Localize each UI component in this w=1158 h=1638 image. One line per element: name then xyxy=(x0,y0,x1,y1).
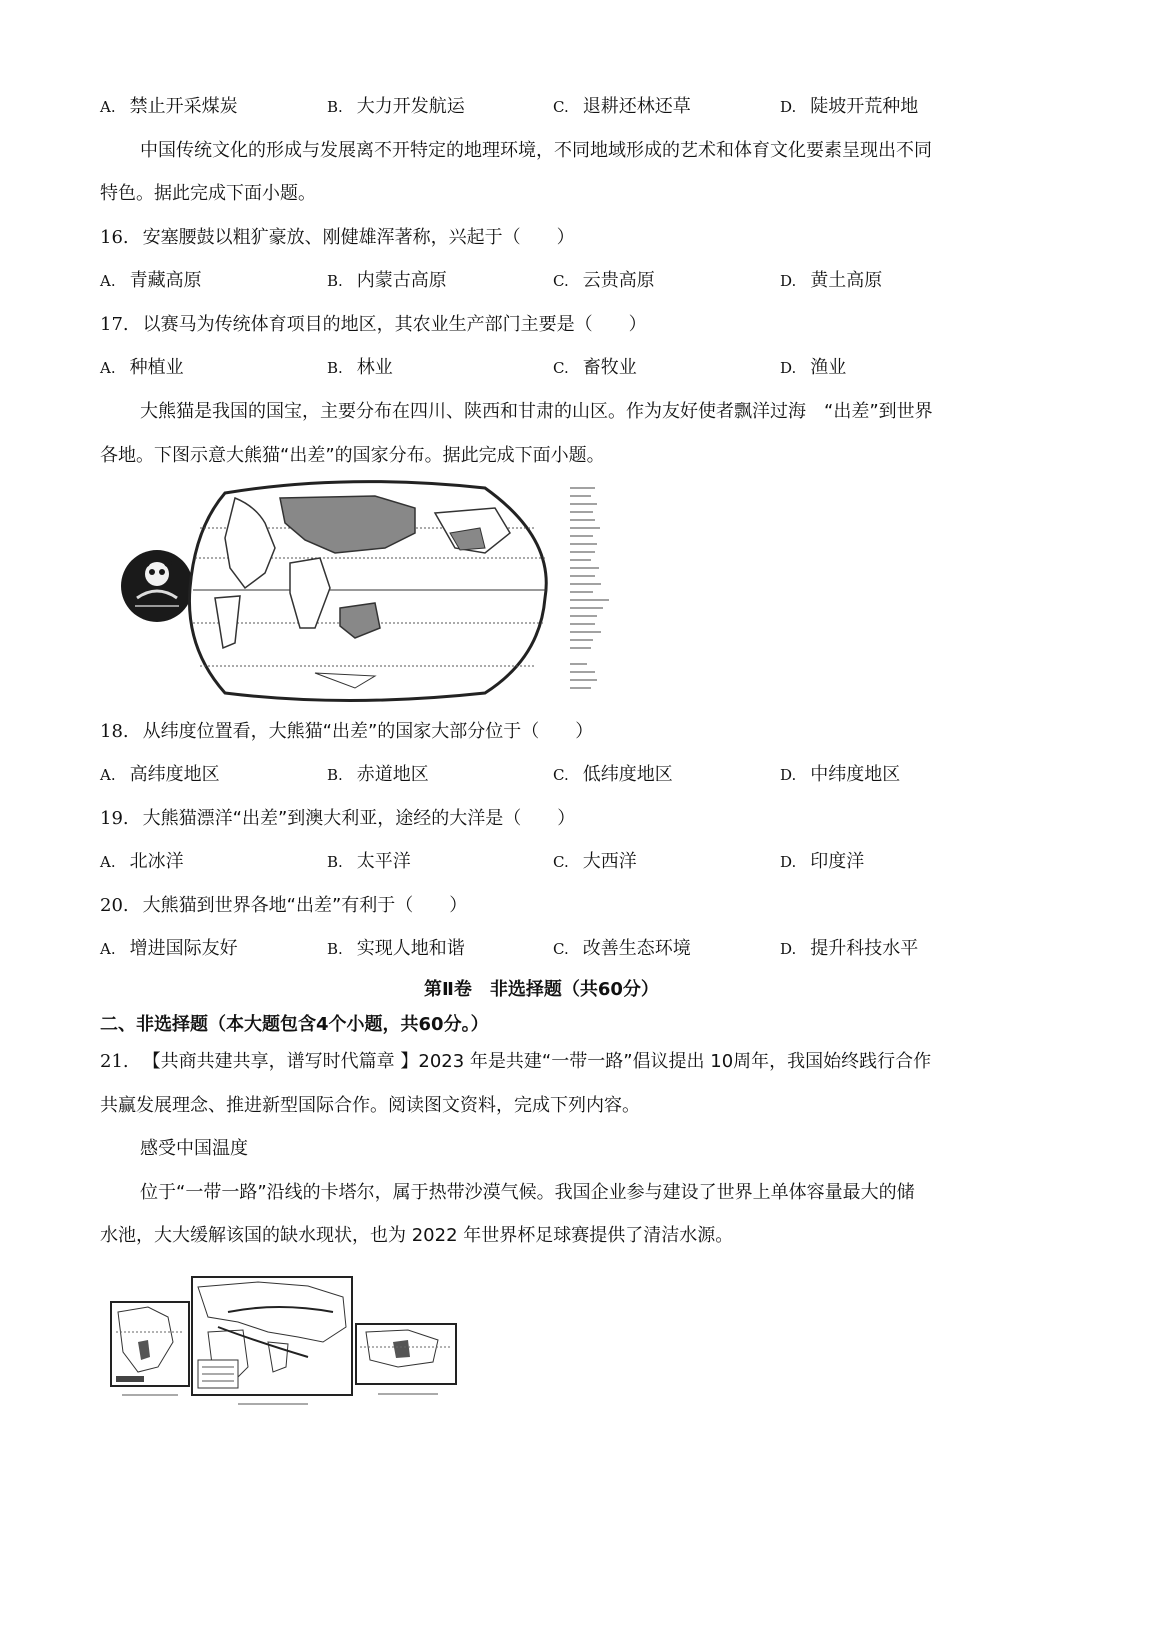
question-number: 16. xyxy=(100,227,129,248)
passage2-line2: 各地。下图示意大熊猫“出差”的国家分布。据此完成下面小题。 xyxy=(100,445,605,466)
option-letter: B. xyxy=(327,940,343,958)
q16-stem xyxy=(100,226,575,250)
option-text: 高纬度地区 xyxy=(129,764,220,785)
option-letter: C. xyxy=(553,766,569,784)
option-letter: B. xyxy=(327,359,343,377)
q16-option-b[interactable] xyxy=(327,269,447,293)
question-text: 大熊猫漂洋“出差”到澳大利亚，途经的大洋是（ ） xyxy=(142,808,576,829)
option-letter: D. xyxy=(780,98,797,116)
option-text: 北冰洋 xyxy=(129,851,184,872)
option-text: 改善生态环境 xyxy=(582,938,691,959)
option-text: 渔业 xyxy=(810,357,847,378)
option-letter: C. xyxy=(553,853,569,871)
q15-option-a[interactable] xyxy=(100,95,238,119)
left-inset-map xyxy=(111,1302,189,1395)
option-letter: B. xyxy=(327,853,343,871)
option-letter: C. xyxy=(553,940,569,958)
option-letter: B. xyxy=(327,272,343,290)
question-text: 安塞腰鼓以粗犷豪放、刚健雄浑著称，兴起于（ ） xyxy=(142,227,575,248)
passage1-line2: 特色。据此完成下面小题。 xyxy=(100,183,316,204)
right-inset-map xyxy=(356,1324,456,1394)
belt-road-maps xyxy=(108,1272,463,1417)
q19-option-b[interactable] xyxy=(327,850,411,874)
belt-road-maps-figure xyxy=(108,1272,463,1421)
option-text: 林业 xyxy=(356,357,393,378)
option-text: 青藏高原 xyxy=(129,270,202,291)
question-text: 【共商共建共享，谱写时代篇章 】2023 年是共建“一带一路”倡议提出 10周年，我国始终践行合作 xyxy=(142,1051,932,1072)
option-text: 畜牧业 xyxy=(582,357,637,378)
q15-option-b[interactable] xyxy=(327,95,465,119)
option-text: 低纬度地区 xyxy=(582,764,673,785)
option-text: 太平洋 xyxy=(356,851,411,872)
question-number: 19. xyxy=(100,808,129,829)
map-legend xyxy=(568,483,613,695)
q20-option-b[interactable] xyxy=(327,937,465,961)
option-letter: A. xyxy=(100,940,116,958)
question-text: 从纬度位置看，大熊猫“出差”的国家大部分位于（ ） xyxy=(142,721,594,742)
option-text: 陡坡开荒种地 xyxy=(810,96,919,117)
q19-option-c[interactable] xyxy=(553,850,637,874)
option-text: 中纬度地区 xyxy=(810,764,901,785)
q18-option-d[interactable] xyxy=(780,763,900,787)
q20-option-a[interactable] xyxy=(100,937,238,961)
panda-world-map xyxy=(115,478,625,703)
option-text: 内蒙古高原 xyxy=(356,270,447,291)
q19-option-a[interactable] xyxy=(100,850,184,874)
question-text: 以赛马为传统体育项目的地区，其农业生产部门主要是（ ） xyxy=(142,314,647,335)
q15-option-c[interactable] xyxy=(553,95,691,119)
q21-stem-line1 xyxy=(100,1050,931,1074)
q18-stem xyxy=(100,720,593,744)
q18-option-c[interactable] xyxy=(553,763,673,787)
option-text: 赤道地区 xyxy=(356,764,429,785)
option-letter: A. xyxy=(100,359,116,377)
q17-option-d[interactable] xyxy=(780,356,846,380)
q21-paragraph-line1: 位于“一带一路”沿线的卡塔尔，属于热带沙漠气候。我国企业参与建设了世界上单体容量最大的储 xyxy=(140,1182,915,1203)
q20-option-c[interactable] xyxy=(553,937,691,961)
question-number: 18. xyxy=(100,721,129,742)
option-letter: D. xyxy=(780,359,797,377)
option-letter: D. xyxy=(780,766,797,784)
option-text: 实现人地和谐 xyxy=(356,938,465,959)
option-text: 大力开发航运 xyxy=(356,96,465,117)
section2-title: 第Ⅱ卷 非选择题（共60分） xyxy=(424,979,659,1000)
q17-option-c[interactable] xyxy=(553,356,637,380)
option-text: 黄土高原 xyxy=(810,270,883,291)
question-number: 21. xyxy=(100,1051,129,1072)
option-text: 增进国际友好 xyxy=(129,938,238,959)
option-letter: D. xyxy=(780,853,797,871)
option-text: 提升科技水平 xyxy=(810,938,919,959)
q17-option-b[interactable] xyxy=(327,356,393,380)
option-letter: A. xyxy=(100,766,116,784)
passage2-line1: 大熊猫是我国的国宝，主要分布在四川、陕西和甘肃的山区。作为友好使者飘洋过海 “出差”到世界 xyxy=(140,401,933,422)
center-belt-road-map xyxy=(192,1277,352,1404)
panda-emblem-icon xyxy=(121,550,193,622)
option-text: 禁止开采煤炭 xyxy=(129,96,238,117)
q18-option-b[interactable] xyxy=(327,763,429,787)
q21-stem-line2: 共赢发展理念、推进新型国际合作。阅读图文资料，完成下列内容。 xyxy=(100,1095,640,1116)
q18-option-a[interactable] xyxy=(100,763,220,787)
question-number: 20. xyxy=(100,895,129,916)
option-letter: A. xyxy=(100,272,116,290)
option-text: 印度洋 xyxy=(810,851,865,872)
q20-stem xyxy=(100,894,467,918)
q21-subheading: 感受中国温度 xyxy=(140,1138,248,1159)
q21-paragraph-line2: 水池，大大缓解该国的缺水现状，也为 2022 年世界杯足球赛提供了清洁水源。 xyxy=(100,1225,734,1246)
option-letter: A. xyxy=(100,98,116,116)
option-letter: C. xyxy=(553,272,569,290)
q19-stem xyxy=(100,807,575,831)
q16-option-a[interactable] xyxy=(100,269,202,293)
option-letter: D. xyxy=(780,272,797,290)
world-map-outline xyxy=(189,482,547,701)
question-text: 大熊猫到世界各地“出差”有利于（ ） xyxy=(142,895,468,916)
q19-option-d[interactable] xyxy=(780,850,864,874)
option-text: 种植业 xyxy=(129,357,184,378)
panda-world-map-figure xyxy=(115,478,625,707)
passage1-line1: 中国传统文化的形成与发展离不开特定的地理环境，不同地域形成的艺术和体育文化要素呈现出不同 xyxy=(140,140,932,161)
q17-stem xyxy=(100,313,647,337)
q16-option-d[interactable] xyxy=(780,269,882,293)
option-text: 云贵高原 xyxy=(582,270,655,291)
q16-option-c[interactable] xyxy=(553,269,655,293)
option-letter: C. xyxy=(553,359,569,377)
option-letter: D. xyxy=(780,940,797,958)
option-letter: B. xyxy=(327,766,343,784)
question-number: 17. xyxy=(100,314,129,335)
option-text: 大西洋 xyxy=(582,851,637,872)
q17-option-a[interactable] xyxy=(100,356,184,380)
q20-option-d[interactable] xyxy=(780,937,918,961)
option-letter: A. xyxy=(100,853,116,871)
option-letter: C. xyxy=(553,98,569,116)
option-letter: B. xyxy=(327,98,343,116)
q15-option-d[interactable] xyxy=(780,95,918,119)
option-text: 退耕还林还草 xyxy=(582,96,691,117)
section2-heading: 二、非选择题（本大题包含4个小题，共60分。） xyxy=(100,1014,489,1035)
